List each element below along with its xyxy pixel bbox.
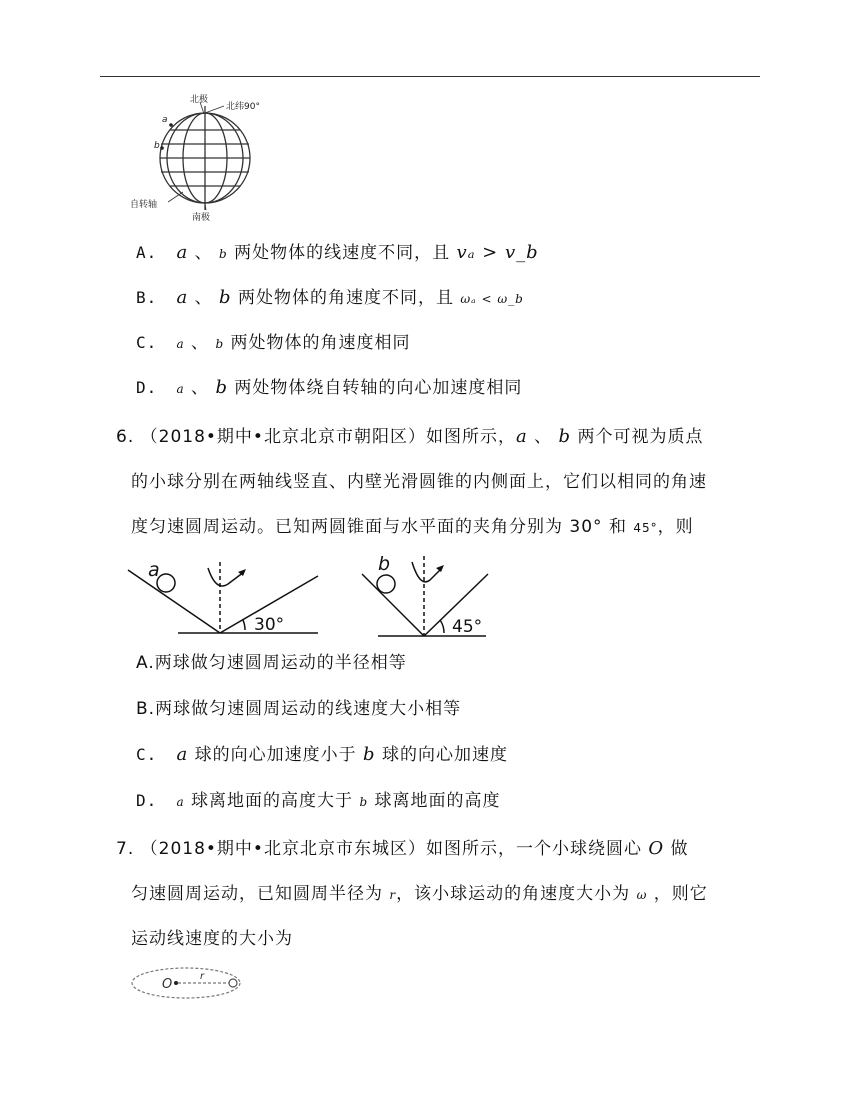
radius-label: r [200,971,205,982]
circle-center-label: O [162,977,173,992]
cone-label-a: a [148,559,160,581]
globe-figure [128,92,278,224]
cone-angle-45: 45° [452,617,483,637]
q5-a-formula: vₐ > v_b [456,242,539,263]
q5-option-c: C. a 、 b 两处物体的角速度相同 [136,333,411,353]
q7-line3: 运动线速度的大小为 [131,929,293,949]
header-rule [100,76,760,77]
globe-lat90-label: 北纬90° [226,102,260,112]
q7-line2: 匀速圆周运动，已知圆周半径为 r，该小球运动的角速度大小为 ω ，则它 [131,884,708,904]
q6-line3: 度匀速圆周运动。已知两圆锥面与水平面的夹角分别为 30° 和 45°，则 [131,517,694,537]
circular-motion-figure [128,964,246,1002]
q5-option-a: A. a 、 b 两处物体的线速度不同，且 vₐ > v_b [136,242,539,263]
q6-line1: 6. （2018•期中•北京北京市朝阳区）如图所示，a 、 b 两个可视为质点 [116,426,704,447]
q6-option-b: B.两球做匀速圆周运动的线速度大小相等 [136,699,462,719]
q7-line1: 7. （2018•期中•北京北京市东城区）如图所示，一个小球绕圆心 O 做 [116,838,689,859]
q6-option-a: A.两球做匀速圆周运动的半径相等 [136,653,407,673]
globe-south-pole-label: 南极 [192,213,211,223]
q6-number: 6. [116,427,135,447]
q6-option-d: D. a 球离地面的高度大于 b 球离地面的高度 [136,791,501,811]
globe-point-b-label: b [154,141,160,151]
q6-option-c: C. a 球的向心加速度小于 b 球的向心加速度 [136,744,508,765]
q6-line2: 的小球分别在两轴线竖直、内壁光滑圆锥的内侧面上，它们以相同的角速 [131,472,707,492]
cone-figure-45 [350,550,500,642]
globe-axis-label: 自转轴 [130,200,158,210]
cone-angle-30: 30° [254,615,285,635]
cone-figure-30 [120,556,330,640]
q5-b-formula: ωₐ < ω_b [460,292,524,306]
q5-option-d: D. a 、 b 两处物体绕自转轴的向心加速度相同 [136,377,523,398]
globe-point-a-label: a [162,115,168,125]
q7-number: 7. [116,839,135,859]
cone-label-b: b [378,553,391,575]
globe-north-pole-label: 北极 [190,95,209,105]
q5-option-b: B. a 、 b 两处物体的角速度不同，且 ωₐ < ω_b [136,287,524,308]
